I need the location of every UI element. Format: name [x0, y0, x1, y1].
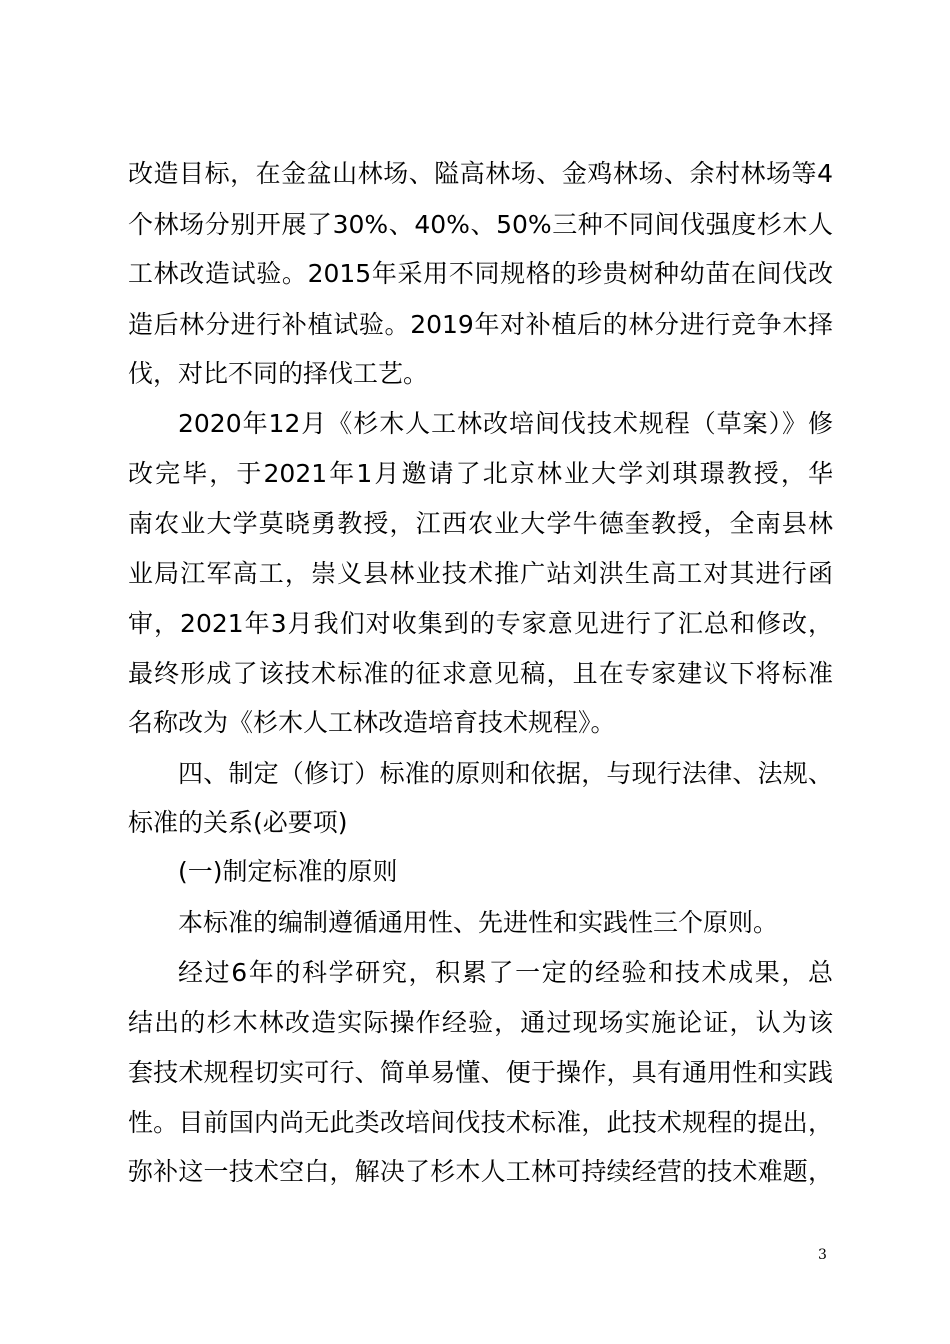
text-line: 名称改为《杉木人工林改造培育技术规程》。 [128, 708, 616, 737]
text-line: 套技术规程切实可行、简单易懂、便于操作，具有通用性和实践 [128, 1058, 833, 1087]
text-line: 本标准的编制遵循通用性、先进性和实践性三个原则。 [178, 908, 779, 937]
text-line: 个林场分别开展了30%、40%、50%三种不同间伐强度杉木人 [128, 210, 833, 239]
text-line: 工林改造试验。2015年采用不同规格的珍贵树种幼苗在间伐改 [128, 259, 833, 288]
text-line: 最终形成了该技术标准的征求意见稿，且在专家建议下将标准 [128, 659, 833, 688]
text-line: 2020年12月《杉木人工林改培间伐技术规程（草案）》修 [178, 409, 833, 438]
text-line: 南农业大学莫晓勇教授，江西农业大学牛德奎教授，全南县林 [128, 509, 833, 538]
text-line: 经过6年的科学研究，积累了一定的经验和技术成果，总 [178, 958, 833, 987]
section-heading: 四、制定（修订）标准的原则和依据，与现行法律、法规、 [178, 759, 833, 788]
text-line: 审，2021年3月我们对收集到的专家意见进行了汇总和修改， [128, 609, 833, 638]
text-line: 造后林分进行补植试验。2019年对补植后的林分进行竞争木择 [128, 310, 833, 339]
text-line: 业局江军高工，崇义县林业技术推广站刘洪生高工对其进行函 [128, 559, 833, 588]
text-line: 结出的杉木林改造实际操作经验，通过现场实施论证，认为该 [128, 1008, 833, 1037]
text-line: 性。目前国内尚无此类改培间伐技术标准，此技术规程的提出， [128, 1108, 833, 1137]
text-line: 改造目标，在金盆山林场、隘高林场、金鸡林场、余村林场等4 [128, 159, 833, 188]
subsection-heading: (一)制定标准的原则 [178, 857, 398, 886]
text-line: 弥补这一技术空白，解决了杉木人工林可持续经营的技术难题， [128, 1157, 833, 1186]
section-heading: 标准的关系(必要项) [128, 808, 348, 837]
text-line: 伐，对比不同的择伐工艺。 [128, 359, 429, 388]
page-number: 3 [818, 1247, 827, 1263]
text-line: 改完毕，于2021年1月邀请了北京林业大学刘琪璟教授，华 [128, 459, 833, 488]
